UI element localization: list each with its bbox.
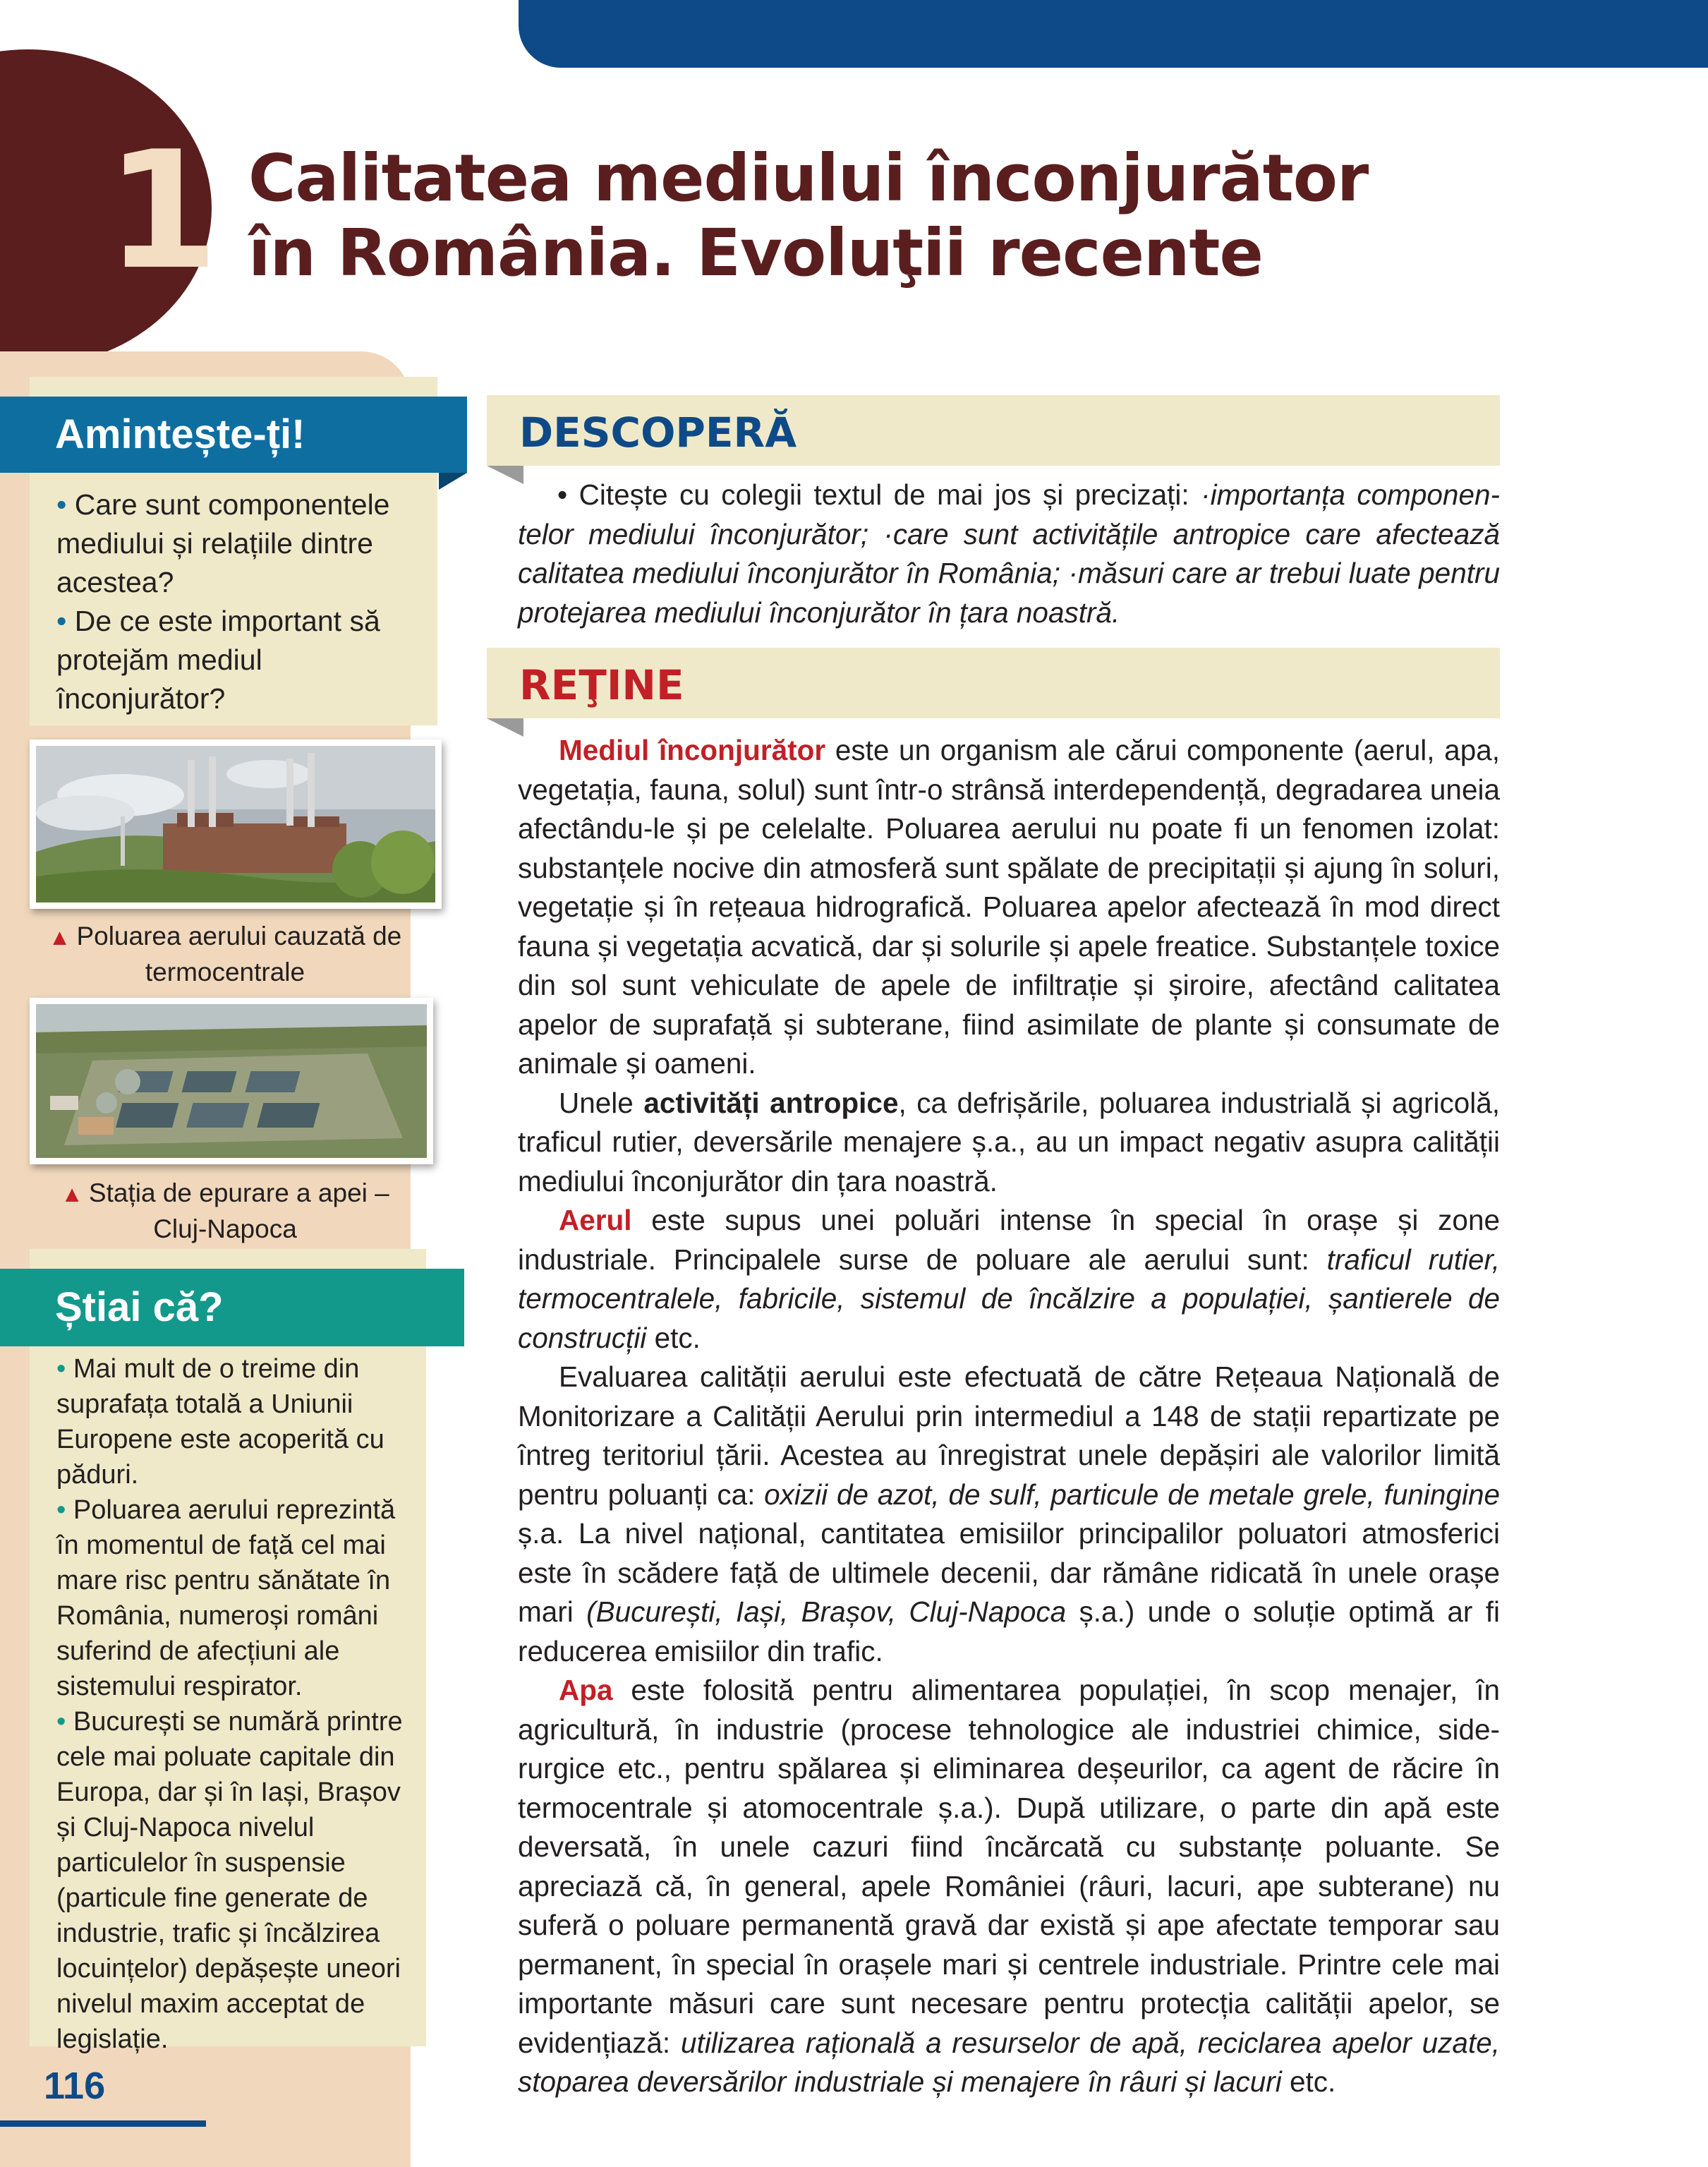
retine-header: REŢINE: [487, 648, 1500, 718]
amintes-list: [56, 485, 423, 718]
photo-water-treatment: [30, 998, 433, 1164]
amintes-header: Amintește-ți!: [0, 397, 467, 473]
photo-power-plant: [30, 740, 442, 909]
photo1-caption: ▲ Poluarea aerului cauzată de termocentrale: [48, 922, 402, 986]
paragraph-activitati: Unele activități antropice, ca defrișările, poluarea industrială și agricolă, traficul rutier, deversările menajere ș.a., au un impact negativ asupra calității mediului înconjurător din țara noastră.: [518, 1086, 1500, 1197]
stiai-item: • București se numără printre cele mai poluate capitale din Europa, dar și în Iași, Brașov și Cluj-Napoca nivelul particulelor în suspensie (particule fine generate de industrie, trafic și încălzirea locuințelor) depășește uneori nivelul maxim acceptat de legislație.: [56, 1707, 403, 2054]
amintes-item: • Care sunt componentele mediului și relațiile dintre acestea?: [56, 488, 390, 598]
chapter-number: 1: [106, 117, 219, 306]
stiai-item: • Mai mult de o treime din suprafața totală a Uniunii Europene este acoperită cu păduri.: [56, 1354, 384, 1490]
amintes-item: • De ce este important să protejăm mediul înconjurător?: [56, 605, 380, 715]
page-title: [248, 141, 1368, 291]
amintes-fold: [439, 473, 467, 490]
page-number-rule: [0, 2120, 206, 2127]
top-banner: [519, 0, 1708, 68]
title-line-1: Calitatea mediului înconjurător: [248, 140, 1369, 216]
descopera-header: DESCOPERĂ: [487, 395, 1500, 466]
page-number: 116: [44, 2065, 106, 2107]
paragraph-mediul: Mediul înconjurător este un organism ale cărui componente (aerul, apa, vegetația, fauna, solul) sunt într-o strânsă interdependență, degradarea uneia afectându-le și pe celelalte. Poluarea aerului nu poate fi un fenomen izolat: substanțele nocive din atmosferă sunt spălate de precipitații și ajung în soluri, vegetație și în rețeaua hidrografică. Poluarea apelor afectează în mod direct fauna și vegetația acvatică, dar și solurile și apele freatice. Substanțele toxice din sol sunt vehiculate de apele de infiltrație și șiroire, afectând calitatea apelor de suprafață și subterane, fiind asimilate de plante și consumate de animale și oameni.: [518, 734, 1500, 1080]
triangle-icon: ▲: [48, 924, 71, 950]
water-treatment-image: [36, 1004, 427, 1158]
stiai-header: Știai că?: [0, 1269, 464, 1346]
descopera-text: • Citește cu colegii textul de mai jos și precizați: ·importanța componentelor mediului înconjurător; ·care sunt activitățile antropice care afectează calitatea mediului înconjurător în România; ·măsuri care ar trebui luate pentru protejarea mediului înconjurător în țara noastră.: [518, 478, 1500, 629]
triangle-icon: ▲: [61, 1181, 83, 1207]
photo2-caption: ▲ Stația de epurare a apei – Cluj-Napoca: [61, 1178, 389, 1243]
title-line-2: în România. Evoluţii recente: [248, 215, 1263, 291]
paragraph-evaluarea: Evaluarea calității aerului este efectuată de către Rețeaua Națională de Monitorizare a Calității Aerului prin intermediul a 148 de stații repartizate pe întreg teritoriul țării. Acestea au înregistrat unele depășiri ale valorilor limită pentru poluanți ca: oxizii de azot, de sulf, particule de metale grele, funingine ș.a. La nivel național, cantitatea emisiilor principalilor poluatori atmosferici este în scădere față de ultimele decenii, dar rămâne ridicată în unele orașe mari (București, Iași, Brașov, Cluj-Napoca ș.a.) unde o soluție optimă ar fi reducerea emisiilor din trafic.: [518, 1360, 1500, 1667]
power-plant-image: [36, 746, 435, 903]
stiai-list: [56, 1351, 423, 2057]
paragraph-aerul: Aerul este supus unei poluări intense în special în orașe și zone industriale. Principalele surse de poluare ale aerului sunt: traficul rutier, termocentralele, fabricile, sistemul de încălzire a populației, șantierele de construcții etc.: [518, 1204, 1500, 1354]
stiai-item: • Poluarea aerului reprezintă în momentul de față cel mai mare risc pentru sănătate în România, numeroși români suferind de afecțiuni ale sistemului respirator.: [56, 1495, 396, 1701]
retine-text: [518, 731, 1500, 2102]
paragraph-apa: Apa este folosită pentru alimentarea populației, în scop menajer, în agricultură, în industrie (procese tehnologice ale industriei chimice, siderurgice etc., pentru spălarea și eliminarea deșeurilor, ca agent de răcire în termocentrale și atomocentrale ș.a.). După utilizare, o parte din apă este deversată, în unele cazuri fiind încărcată cu substanțe poluante. Se apreciază că, în general, apele României (râuri, lacuri, ape subterane) nu suferă o poluare permanentă gravă dar există și ape afectate temporar sau permanent, în special în orașele mari și centrele industriale. Printre cele mai importante măsuri care sunt necesare pentru protecția calității apelor, se evidențiază: utilizarea rațională a resurselor de apă, reciclarea apelor uzate, stoparea deversărilor industriale și menajere în râuri și lacuri etc.: [518, 1674, 1500, 2098]
